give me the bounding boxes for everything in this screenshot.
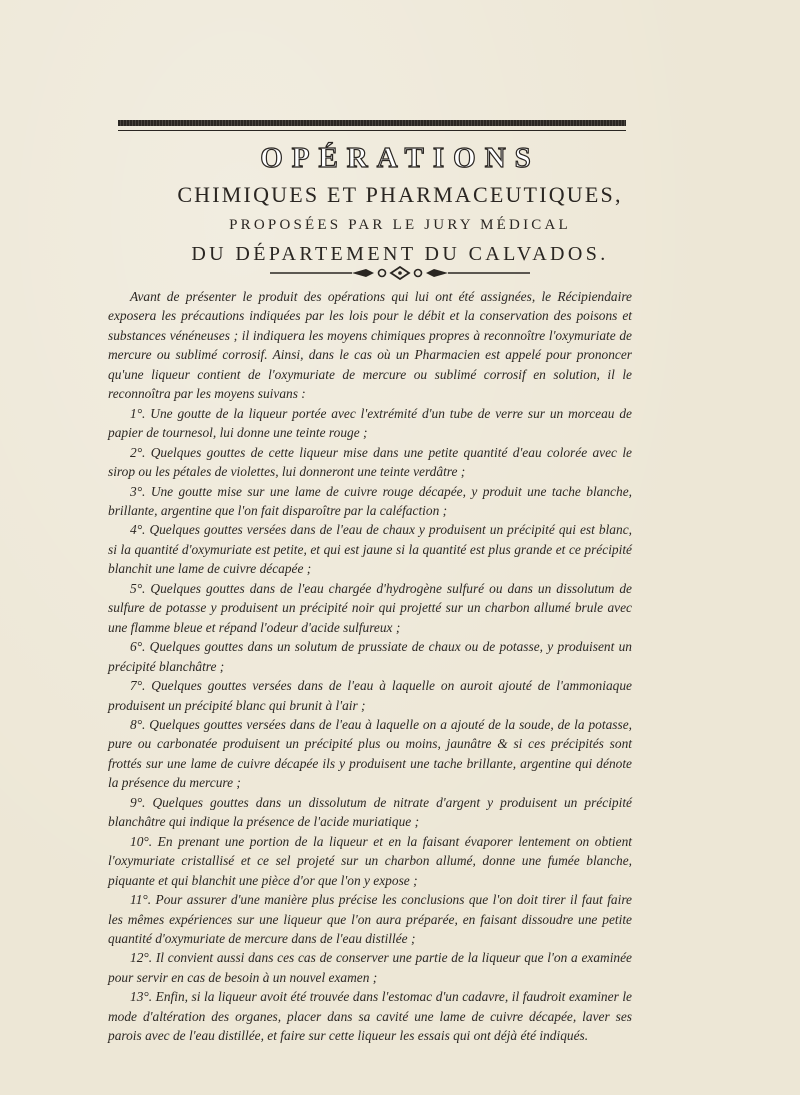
header-rule-thin [118,130,626,131]
test-item-7: 7°. Quelques gouttes versées dans de l'eau à laquelle on auroit ajouté de l'ammoniaque produisent un précipité blanc qui brunit à l'air ; [108,678,632,713]
page-subtitle-line3: PROPOSÉES PAR LE JURY MÉDICAL [229,217,571,233]
page-subtitle: CHIMIQUES ET PHARMACEUTIQUES, [177,182,623,207]
test-item-12: 12°. Il convient aussi dans ces cas de conserver une partie de la liqueur que l'on a examinée pour servir en cas de besoin à un nouvel examen ; [108,950,632,985]
test-item-5: 5°. Quelques gouttes dans de l'eau chargée d'hydrogène sulfuré ou dans un dissolutum de sulfure de potasse y produisent un précipité noir qui projetté sur un charbon allumé brule avec une flamme bleue et répand l'odeur d'acide sulfureux ; [108,580,632,635]
test-item-9: 9°. Quelques gouttes dans un dissolutum de nitrate d'argent y produisent un précipité blanchâtre qui indique la présence de l'acide muriatique ; [108,794,632,830]
document-body [108,287,632,1046]
header-rule-thick [118,120,626,126]
test-item-1: 1°. Une goutte de la liqueur portée avec l'extrémité d'un tube de verre sur un morceau de papier de tournesol, lui donne une teinte rouge ; [108,405,632,441]
test-item-4: 4°. Quelques gouttes versées dans de l'eau de chaux y produisent un précipité qui est blanc, si la quantité d'oxymuriate est petite, et qui est jaune si la quantité est plus grande et ce précipité blanchit une lame de cuivre décapée ; [108,522,632,577]
ornament-divider-icon [270,266,530,280]
test-item-8: 8°. Quelques gouttes versées dans de l'eau à laquelle on a ajouté de la soude, de la potasse, pure ou carbonatée produisent un précipité plus ou moins, jaunâtre & si ces précipités sont frottés sur une lame de cuivre décapée ils y produisent une tache brillante, argentine qui dénote la présence du mercure ; [108,716,632,791]
test-item-6: 6°. Quelques gouttes dans un solutum de prussiate de chaux ou de potasse, y produisent un précipité blanchâtre ; [108,639,632,674]
page-subtitle-line4: DU DÉPARTEMENT DU CALVADOS. [191,243,609,265]
page-title: OPÉRATIONS [260,142,540,174]
test-item-13: 13°. Enfin, si la liqueur avoit été trouvée dans l'estomac d'un cadavre, il faudroit examiner le mode d'altération des organes, placer dans sa cavité une lame de cuivre décapée, laver ses parois avec de l'eau distillée, et faire sur cette liqueur les essais qui ont déjà été indiqués. [108,989,632,1044]
test-item-11: 11°. Pour assurer d'une manière plus précise les conclusions que l'on doit tirer il faut faire les mêmes expériences sur une liqueur que l'on aura préparée, en faisant dissoudre une petite quantité d'oxymuriate de mercure dans de l'eau distillée ; [108,892,632,946]
intro-paragraph: Avant de présenter le produit des opérations qui lui ont été assignées, le Récipiendaire exposera les précautions indiquées par les lois pour le débit et la conservation des poisons et substances vénéneuses ; il indiquera les moyens chimiques propres à reconnoître l'oxymuriate de mercure ou sublimé corrosif. Ainsi, dans le cas où un Pharmacien est appelé pour prononcer qu'une liqueur contient de l'oxymuriate de mercure ou sublimé corrosif en solution, il le reconnoîtra par les moyens suivans : [108,289,632,402]
test-item-2: 2°. Quelques gouttes de cette liqueur mise dans une petite quantité d'eau colorée avec le sirop ou les pétales de violettes, lui donneront une teinte verdâtre ; [108,444,632,480]
test-item-3: 3°. Une goutte mise sur une lame de cuivre rouge décapée, y produit une tache blanche, brillante, argentine que l'on fait disparoître par la caléfaction ; [108,483,632,518]
test-item-10: 10°. En prenant une portion de la liqueur et en la faisant évaporer lentement on obtient l'oxymuriate cristallisé et ce sel projeté sur un charbon allumé, donne une fumée blanche, piquante et qui blanchit une pièce d'or que l'on y expose ; [108,833,632,888]
